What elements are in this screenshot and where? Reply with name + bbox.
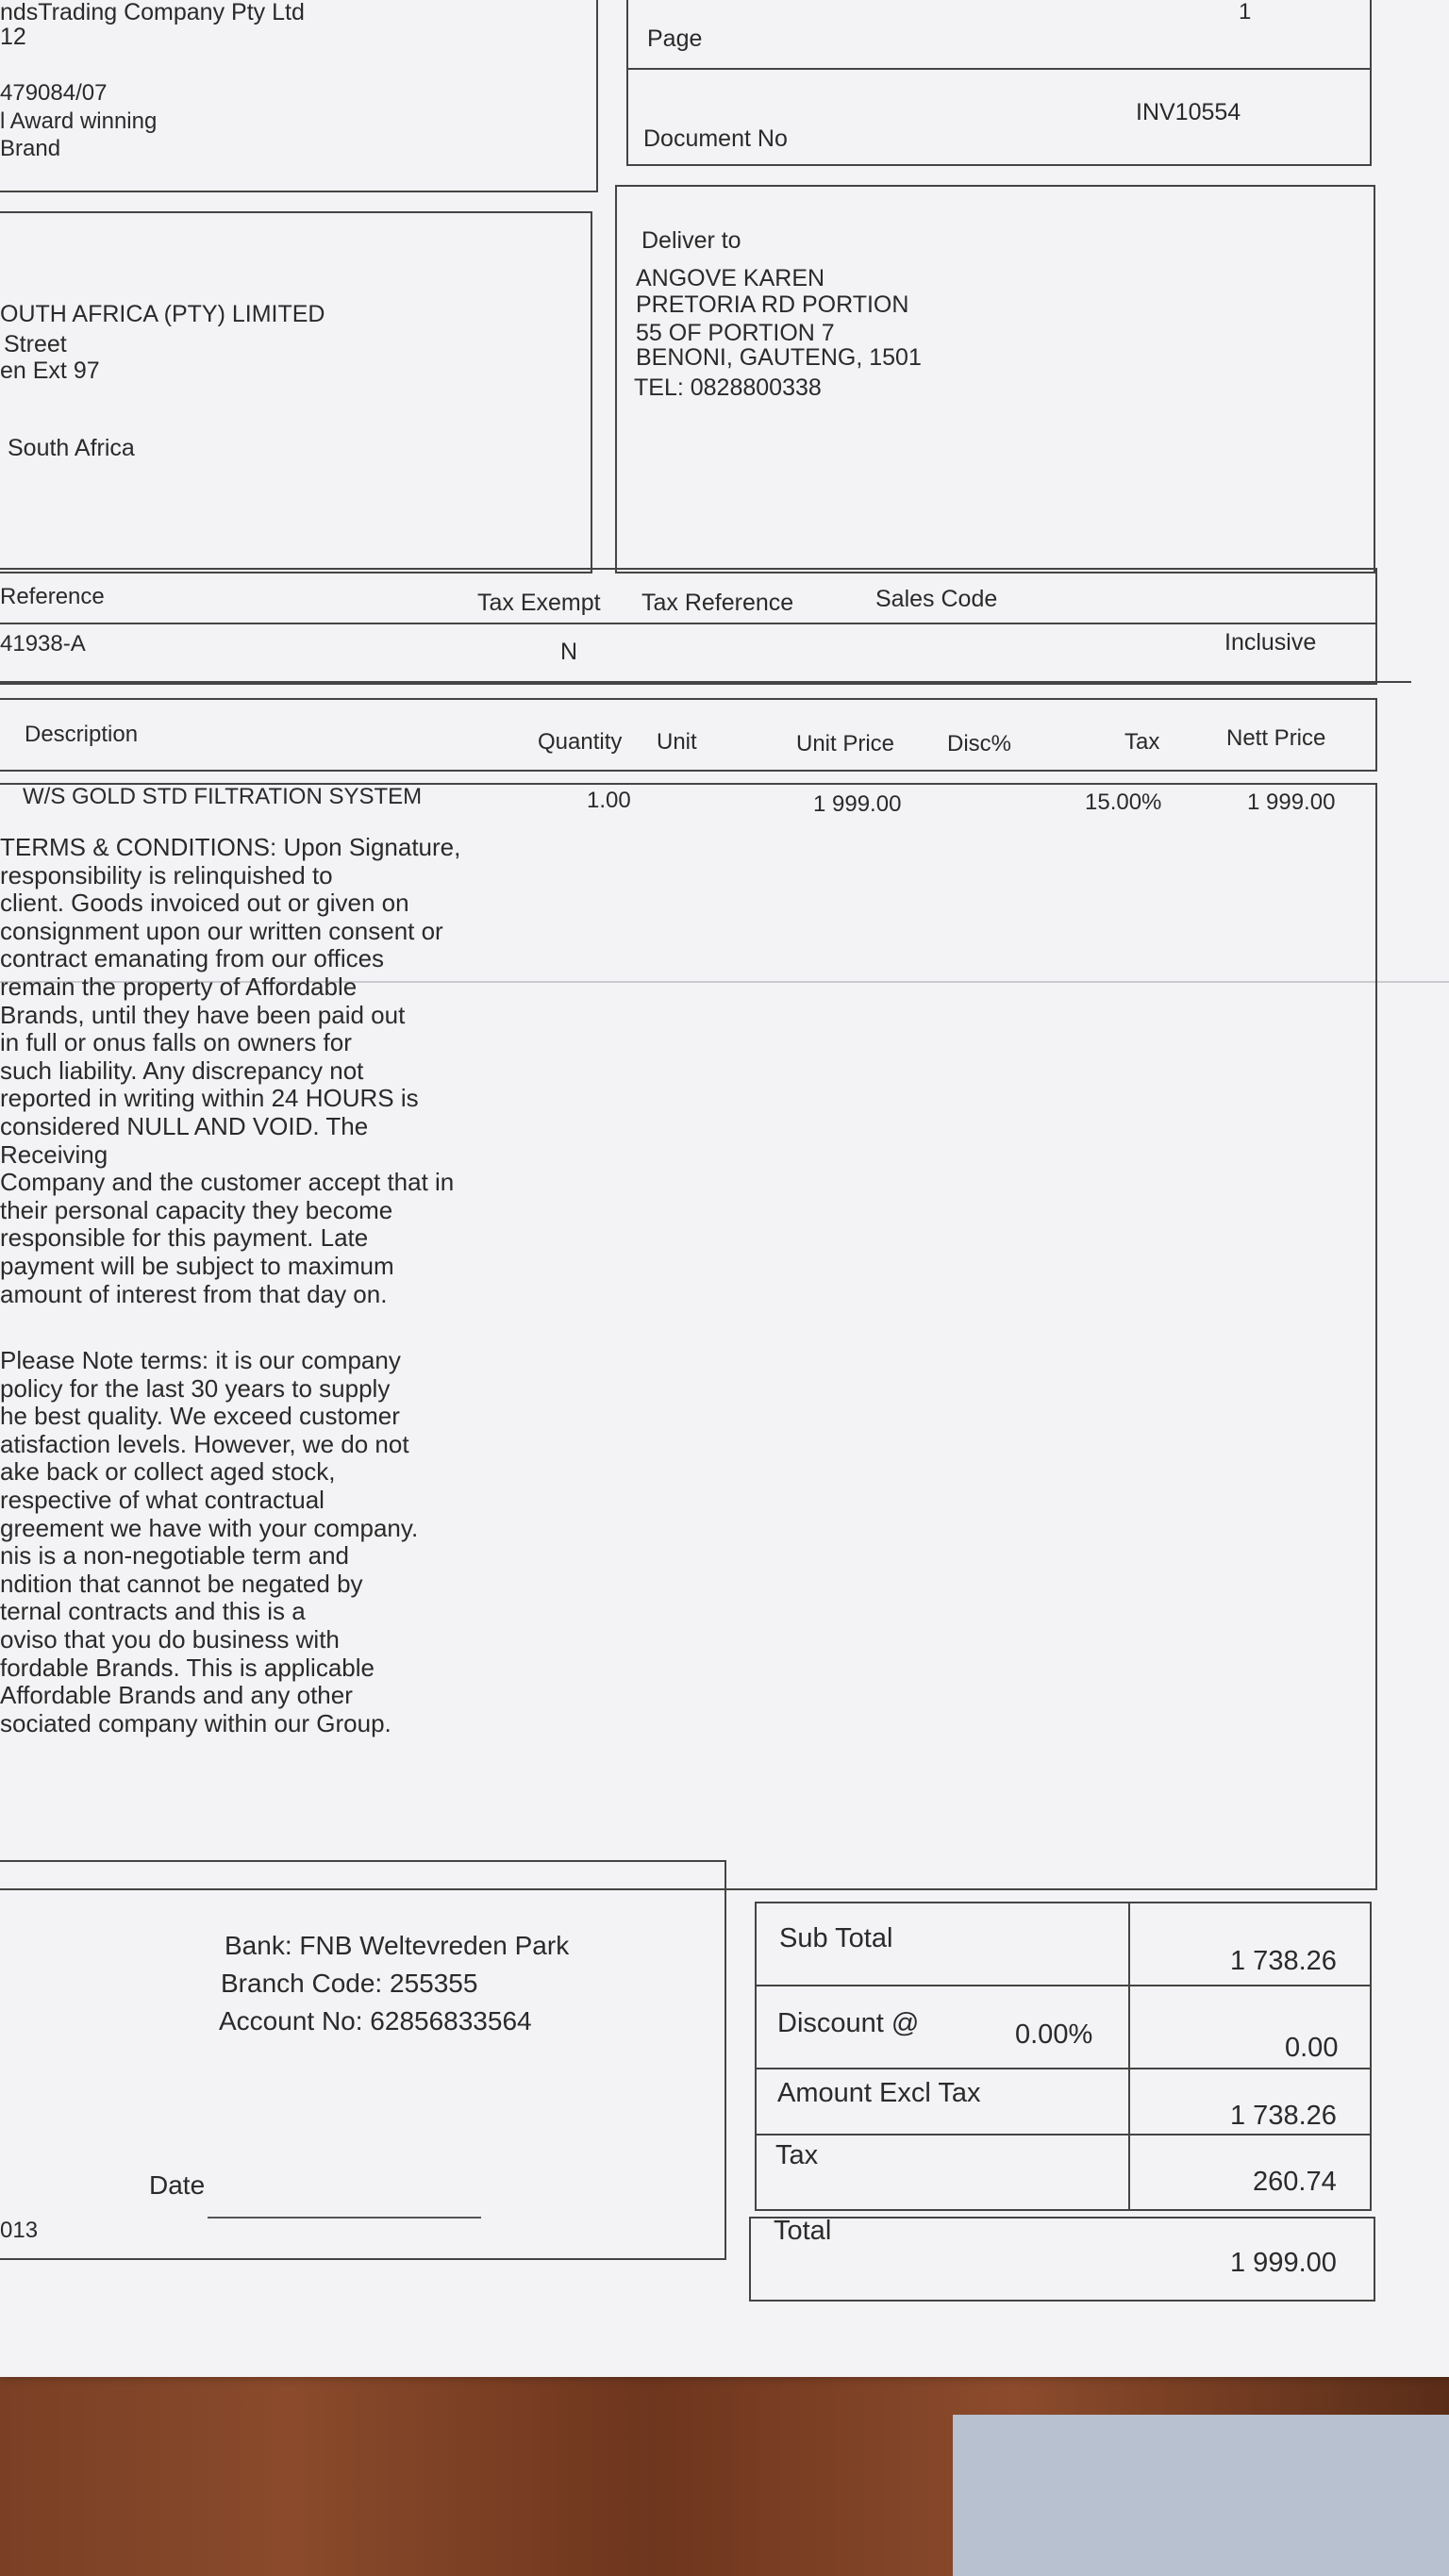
amount-excl-tax-value: 1 738.26 (1230, 2101, 1337, 2131)
col-tax: Tax (1124, 729, 1160, 755)
deliver-to-line-5: TEL: 0828800338 (634, 374, 822, 401)
sales-code-label: Sales Code (875, 586, 998, 612)
col-disc: Disc% (947, 731, 1012, 756)
footer-code: 013 (0, 2218, 39, 2243)
totals-divider-3 (757, 2134, 1370, 2136)
total-value: 1 999.00 (1230, 2248, 1337, 2278)
date-label: Date (149, 2170, 206, 2200)
rug (953, 2415, 1449, 2576)
amount-excl-tax-label: Amount Excl Tax (777, 2078, 981, 2108)
discount-value: 0.00 (1285, 2033, 1339, 2063)
total-label: Total (774, 2216, 832, 2246)
deliver-to-line-2: PRETORIA RD PORTION (636, 291, 909, 318)
col-unit-price: Unit Price (796, 731, 895, 756)
bill-to-line-2: Street (4, 331, 67, 357)
terms-and-conditions: TERMS & CONDITIONS: Upon Signature, responsibility is relinquished to client. Goods invoiced out or given on consignment upon our written consent or contract emanating from our offices remain the property of Affordable Brands, until they have been paid out in full or onus falls on owners for such liability. Any discrepancy not reported in writing within 24 HOURS is considered NULL AND VOID. The Receiving Company and the customer accept that in their personal capacity they become responsible for this payment. Late payment will be subject to maximum amount of interest from that day on. (0, 833, 461, 1308)
discount-label: Discount @ (777, 2008, 920, 2038)
company-name: ndsTrading Company Pty Ltd (0, 0, 305, 25)
totals-divider-2 (757, 2068, 1370, 2069)
document-no-label: Document No (643, 125, 788, 152)
reference-label: Reference (0, 584, 105, 609)
deliver-to-line-3: 55 OF PORTION 7 (636, 320, 835, 346)
document-no-value: INV10554 (1136, 99, 1241, 125)
col-nett-price: Nett Price (1226, 725, 1326, 751)
tax-reference-label: Tax Reference (641, 590, 794, 616)
deliver-to-label: Deliver to (641, 227, 741, 254)
bill-to-box (0, 211, 592, 573)
bill-to-line-1: OUTH AFRICA (PTY) LIMITED (0, 301, 325, 327)
bill-to-line-4: South Africa (8, 435, 135, 461)
item-quantity: 1.00 (587, 788, 631, 813)
deliver-to-line-1: ANGOVE KAREN (636, 265, 825, 291)
company-line2: 12 (0, 24, 26, 50)
account-number: Account No: 62856833564 (219, 2006, 532, 2036)
item-unit-price: 1 999.00 (813, 791, 902, 817)
bill-to-line-3: en Ext 97 (0, 357, 100, 384)
totals-divider-1 (757, 1985, 1370, 1986)
company-tagline-1: l Award winning (0, 108, 158, 134)
date-signature-line (208, 2217, 481, 2219)
totals-column-divider (1128, 1903, 1130, 2209)
col-description: Description (25, 722, 139, 747)
reference-box (0, 568, 1377, 685)
branch-code: Branch Code: 255355 (221, 1969, 478, 1998)
tax-exempt-value: N (560, 639, 578, 665)
document-info-divider (628, 68, 1370, 70)
col-unit: Unit (657, 729, 697, 755)
bank-details-box (0, 1860, 726, 2260)
sub-total-label: Sub Total (779, 1923, 893, 1953)
discount-percent: 0.00% (1015, 2019, 1093, 2050)
reference-underline (0, 681, 1411, 683)
item-nett-price: 1 999.00 (1247, 789, 1336, 815)
col-quantity: Quantity (538, 729, 623, 755)
tax-label: Tax (775, 2140, 819, 2170)
item-description: W/S GOLD STD FILTRATION SYSTEM (23, 784, 423, 809)
page-value: 1 (1239, 0, 1252, 25)
company-reg: 479084/07 (0, 80, 108, 106)
item-tax: 15.00% (1085, 789, 1162, 815)
inclusive-label: Inclusive (1224, 629, 1317, 656)
bank-name: Bank: FNB Weltevreden Park (225, 1931, 570, 1960)
page-label: Page (647, 25, 703, 52)
company-policy-note: Please Note terms: it is our company policy for the last 30 years to supply he best quality. We exceed customer atisfaction levels. However, we do not ake back or collect aged stock, respective of what contractual greement we have with your company. nis is a non-negotiable term and ndition that cannot be negated by ternal contracts and this is a oviso that you do business with fordable Brands. This is applicable Affordable Brands and any other sociated company within our Group. (0, 1346, 419, 1737)
deliver-to-line-4: BENONI, GAUTENG, 1501 (636, 344, 922, 371)
company-tagline-2: Brand (0, 136, 61, 161)
reference-divider (0, 623, 1375, 624)
tax-exempt-label: Tax Exempt (477, 590, 601, 616)
sub-total-value: 1 738.26 (1230, 1946, 1337, 1976)
reference-value: 41938-A (0, 631, 86, 656)
tax-value: 260.74 (1253, 2167, 1337, 2197)
